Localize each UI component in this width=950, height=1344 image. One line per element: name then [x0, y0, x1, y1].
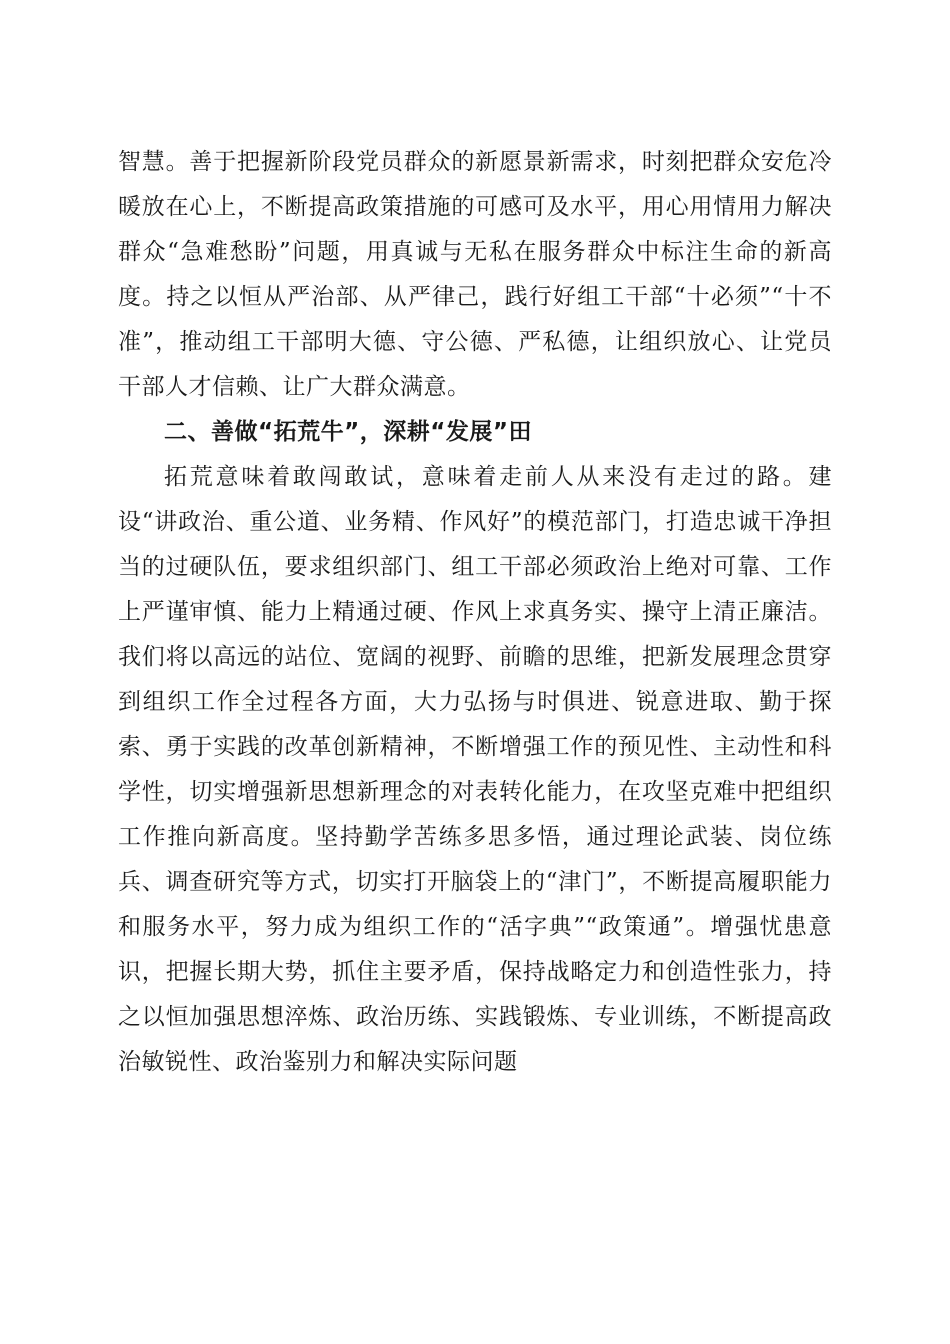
continued-paragraph: 智慧。善于把握新阶段党员群众的新愿景新需求，时刻把群众安危冷暖放在心上，不断提高政策措施的可感可及水平，用心用情用力解决群众“急难愁盼”问题，用真诚与无私在服务群众中标注生命的新高度。持之以恒从严治部、从严律己，践行好组工干部“十必须”“十不准”，推动组工干部明大德、守公德、严私德，让组织放心、让党员干部人才信赖、让广大群众满意。 [118, 149, 832, 400]
section-heading: 二、善做“拓荒牛”，深耕“发展”田 [164, 419, 532, 445]
document-body [118, 140, 832, 1085]
section-paragraph: 拓荒意味着敢闯敢试，意味着走前人从来没有走过的路。建设“讲政治、重公道、业务精、作风好”的模范部门，打造忠诚干净担当的过硬队伍，要求组织部门、组工干部必须政治上绝对可靠、工作上严谨审慎、能力上精通过硬、作风上求真务实、操守上清正廉洁。我们将以高远的站位、宽阔的视野、前瞻的思维，把新发展理念贯穿到组织工作全过程各方面，大力弘扬与时俱进、锐意进取、勤于探索、勇于实践的改革创新精神，不断增强工作的预见性、主动性和科学性，切实增强新思想新理念的对表转化能力，在攻坚克难中把组织工作推向新高度。坚持勤学苦练多思多悟，通过理论武装、岗位练兵、调查研究等方式，切实打开脑袋上的“津门”，不断提高履职能力和服务水平，努力成为组织工作的“活字典”“政策通”。增强忧患意识，把握长期大势，抓住主要矛盾，保持战略定力和创造性张力，持之以恒加强思想淬炼、政治历练、实践锻炼、专业训练，不断提高政治敏锐性、政治鉴别力和解决实际问题 [118, 464, 832, 1075]
